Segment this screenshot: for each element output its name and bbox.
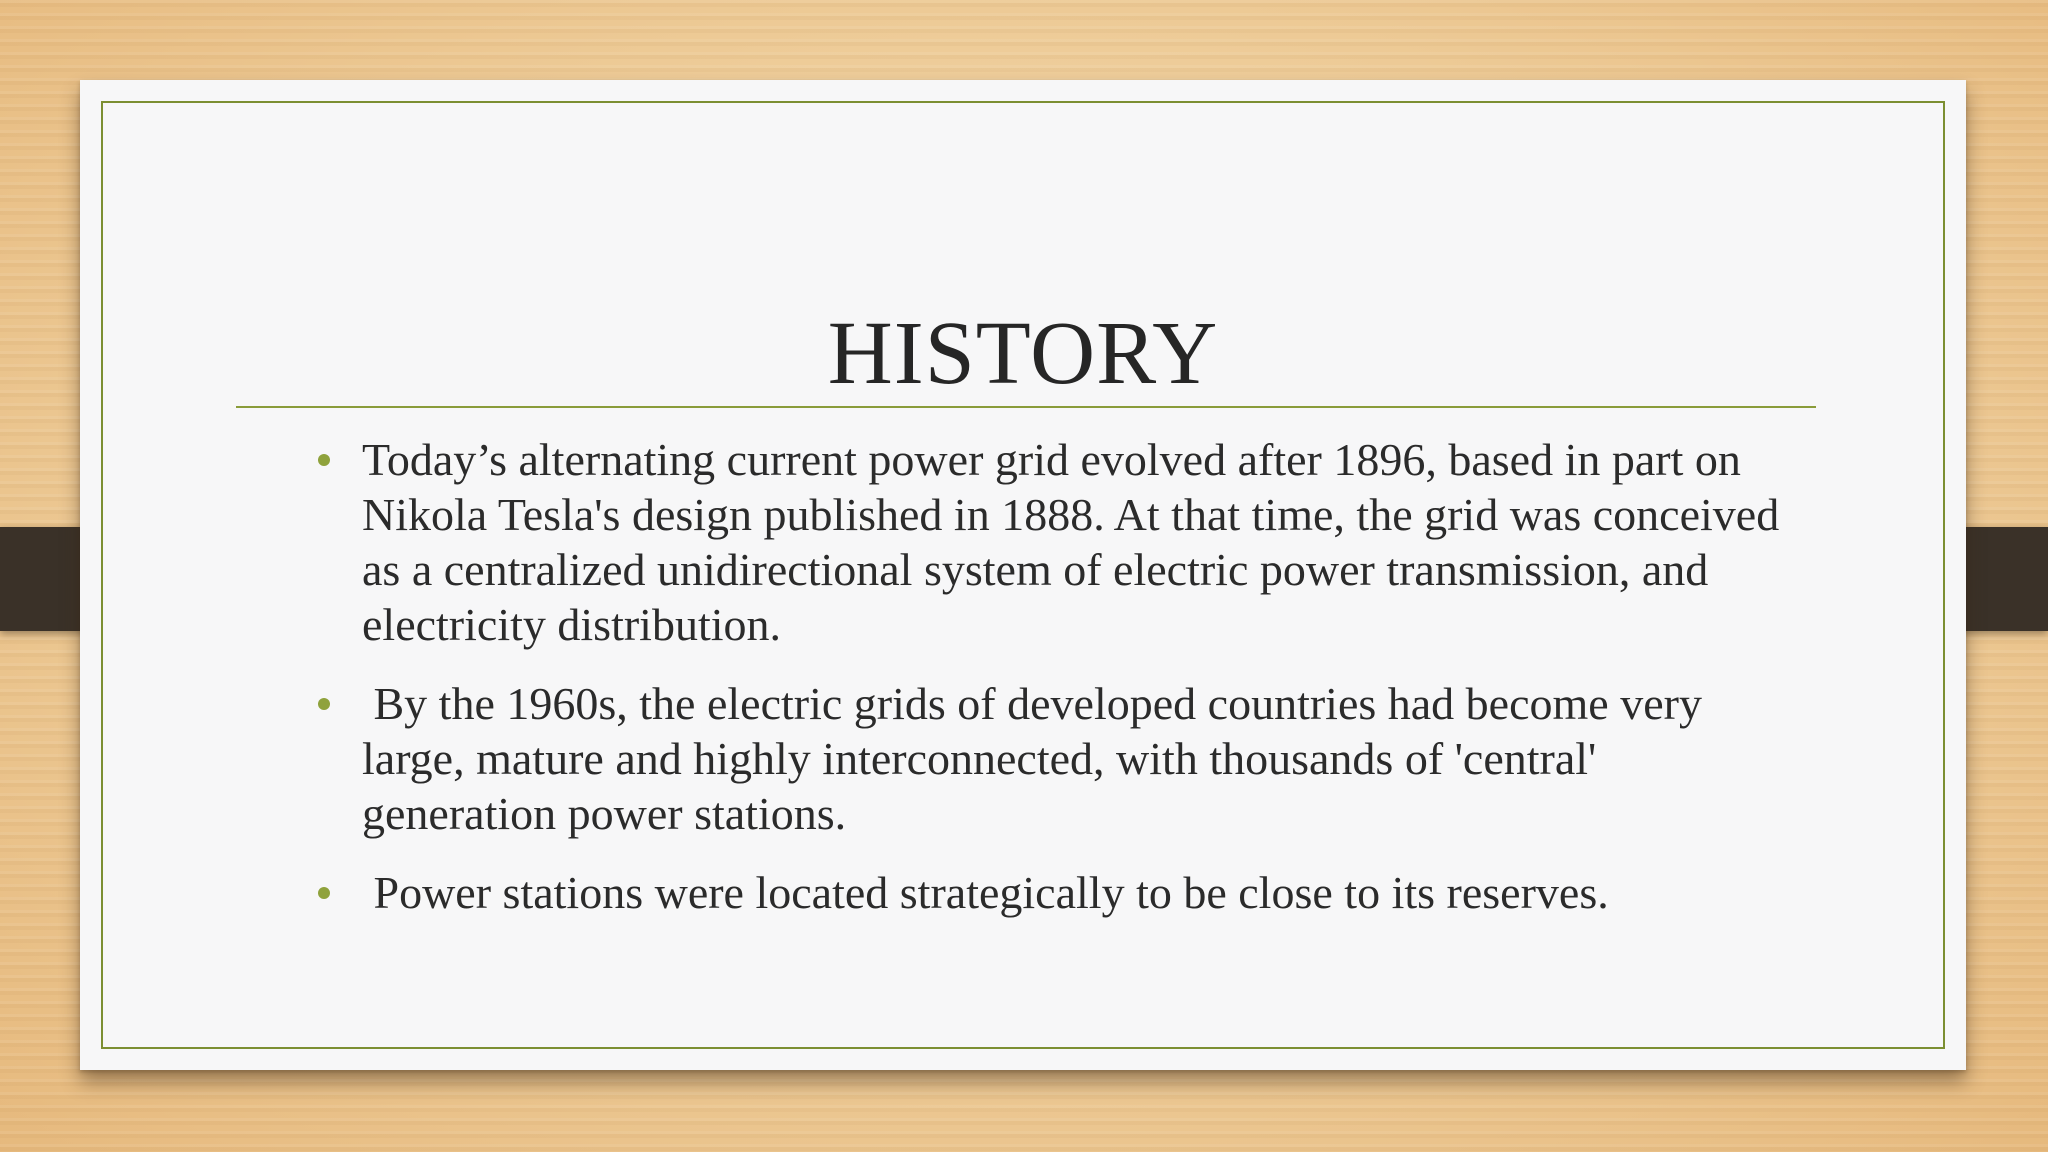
bullet-text: Today’s alternating current power grid evolved after 1896, based in part on Nikola Tesla's design published in 1888. At that time, the grid was conceived as a centralized unidirectional system of electric power transmission, and electricity distribution. [362,434,1780,650]
bullet-item [236,676,1796,841]
bullet-text: Power stations were located strategically to be close to its reserves. [362,867,1609,918]
title-underline [236,406,1816,408]
bullet-item [236,432,1796,652]
bullet-dot-icon [318,698,330,710]
bullet-dot-icon [318,454,330,466]
bullet-dot-icon [318,887,330,899]
slide-paper [80,80,1966,1070]
bullet-list [236,432,1796,944]
slide-title: HISTORY [827,304,1219,403]
bullet-item [236,865,1796,920]
bullet-text: By the 1960s, the electric grids of developed countries had become very large, mature and highly interconnected, with thousands of 'central' generation power stations. [362,678,1714,839]
